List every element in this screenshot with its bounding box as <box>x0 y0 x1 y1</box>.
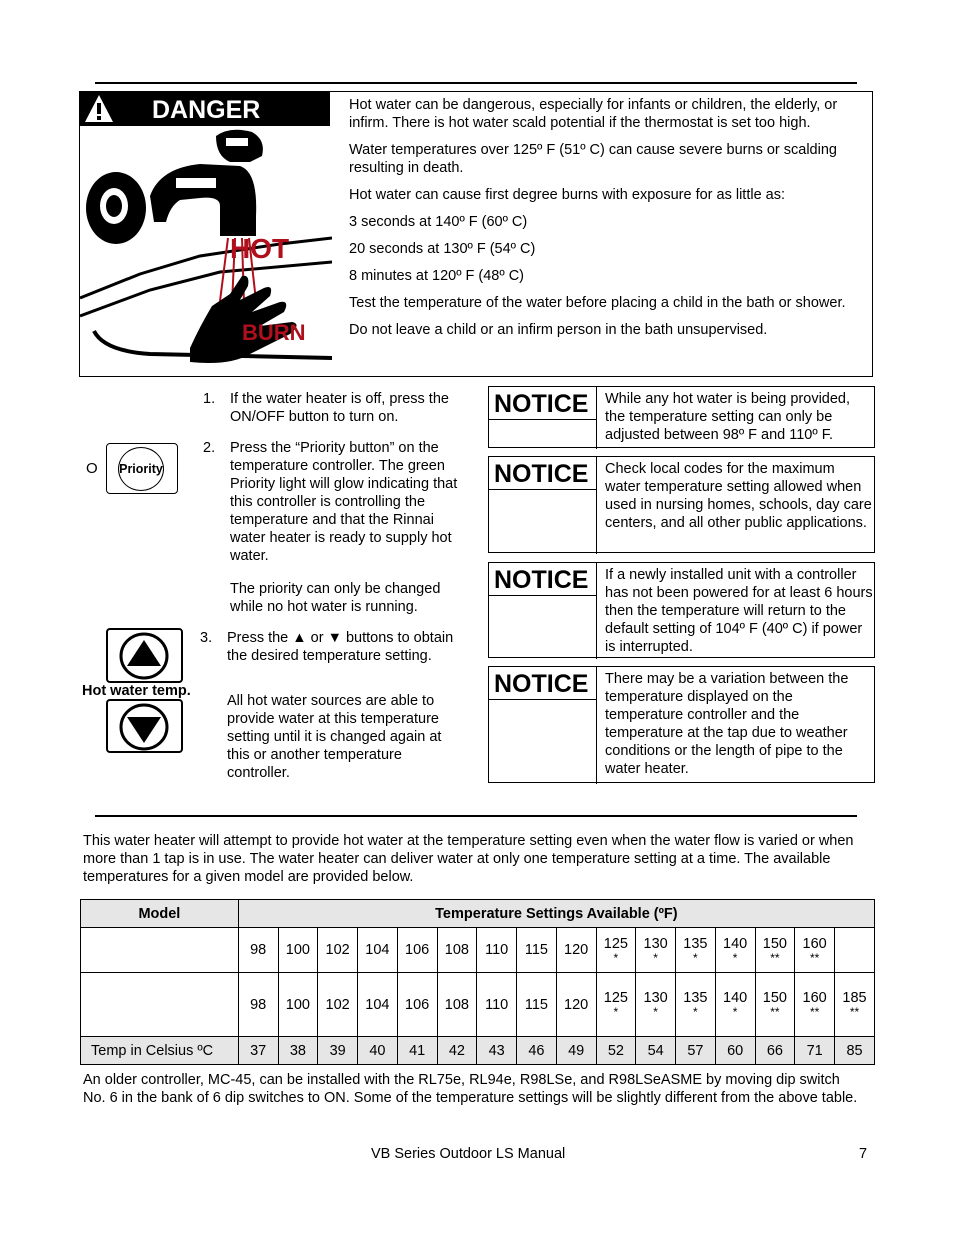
step-number: 3. <box>200 630 213 646</box>
temperature-cell <box>636 973 676 1037</box>
temperature-cell: 37 <box>238 1037 278 1065</box>
notice-box <box>488 666 875 783</box>
temperature-value: 130 <box>643 990 668 1006</box>
down-arrow-icon <box>119 703 169 751</box>
temperature-cell: 66 <box>755 1037 795 1065</box>
temperature-footnote-mark: * <box>653 950 658 965</box>
notice-text: While any hot water is being provided, the temperature setting can only be adjusted between 98º F and 110º F. <box>605 391 851 443</box>
step-text: Press the ▲ or ▼ buttons to obtain the desired temperature setting. <box>227 630 454 664</box>
temperature-cell: 43 <box>477 1037 517 1065</box>
temperature-footnote-mark: ** <box>849 1005 860 1019</box>
temperature-cell: 115 <box>517 973 557 1037</box>
temperature-cell: 102 <box>318 928 358 973</box>
danger-paragraph: 20 seconds at 130º F (54º C) <box>349 241 536 257</box>
table-row <box>81 928 875 973</box>
notice-box <box>488 386 875 448</box>
danger-paragraph: Test the temperature of the water before placing a child in the bath or shower. <box>349 295 846 311</box>
temperature-cell <box>755 973 795 1037</box>
notice-divider <box>596 387 597 449</box>
temperature-cell: 41 <box>397 1037 437 1065</box>
temperature-cell: 98 <box>238 928 278 973</box>
notice-label: NOTICE <box>494 566 589 594</box>
temperature-cell <box>596 973 636 1037</box>
intro-paragraph: This water heater will attempt to provide hot water at the temperature setting even when the water flow is varied or when more than 1 tap is in use. The water heater can deliver water at only one temperature setting at a time. The available temperatures for a given model are provided below. <box>83 833 854 885</box>
notice-label: NOTICE <box>494 670 589 698</box>
temperature-cell <box>676 973 716 1037</box>
temperature-value: 135 <box>683 935 708 952</box>
step-text: Press the “Priority button” on the temperature controller. The green Priority light will glow indicating that this controller is controlling the temperature and that the Rinnai water heater is ready to supply hot water. <box>230 440 458 564</box>
temperature-cell <box>755 928 795 973</box>
table-row <box>81 1037 875 1065</box>
hot-water-burn-illustration <box>80 126 332 376</box>
temperature-cell: 57 <box>676 1037 716 1065</box>
temperature-cell: 54 <box>636 1037 676 1065</box>
temperature-cell: 85 <box>835 1037 875 1065</box>
danger-paragraph: 8 minutes at 120º F (48º C) <box>349 268 524 284</box>
temperature-cell: 60 <box>715 1037 755 1065</box>
hot-label: HOT <box>230 233 290 264</box>
celsius-label: Temp in Celsius ºC <box>81 1037 239 1065</box>
temperature-footnote-mark: * <box>732 1005 738 1019</box>
temperature-value: 140 <box>723 990 748 1006</box>
temperature-cell: 98 <box>238 973 278 1037</box>
notice-divider <box>596 563 597 659</box>
danger-paragraph: Water temperatures over 125º F (51º C) can cause severe burns or scalding resulting in death. <box>349 142 837 176</box>
temperature-cell: 120 <box>556 973 596 1037</box>
temperature-footnote-mark: * <box>693 950 698 965</box>
temperature-cell <box>835 928 875 973</box>
danger-paragraph: Hot water can cause first degree burns with exposure for as little as: <box>349 187 786 203</box>
temperature-value: 185 <box>842 990 867 1006</box>
temperature-cell: 108 <box>437 973 477 1037</box>
notice-label: NOTICE <box>494 460 589 488</box>
temperature-value: 125 <box>603 990 628 1006</box>
header-model: Model <box>81 900 239 928</box>
priority-button[interactable] <box>106 443 178 494</box>
notice-label-box <box>489 667 597 700</box>
notice-text: There may be a variation between the temperature displayed on the temperature controller and the temperature at the tap due to weather conditions or the length of pipe to the water heater. <box>605 671 849 777</box>
notice-box <box>488 562 875 658</box>
temperature-cell <box>835 973 875 1037</box>
temperature-cell: 106 <box>397 973 437 1037</box>
footer-title: VB Series Outdoor LS Manual <box>371 1146 566 1162</box>
temperature-cell: 40 <box>358 1037 398 1065</box>
temperature-cell <box>715 928 755 973</box>
temperature-cell <box>596 928 636 973</box>
danger-paragraph: 3 seconds at 140º F (60º C) <box>349 214 528 230</box>
temperature-value: 150 <box>762 990 787 1006</box>
temperature-footnote-mark: ** <box>770 950 780 965</box>
temperature-cell: 102 <box>318 973 358 1037</box>
temperature-cell: 106 <box>397 928 437 973</box>
notice-label-box <box>489 457 597 490</box>
temperature-cell <box>715 973 755 1037</box>
temperature-cell: 39 <box>318 1037 358 1065</box>
temperature-cell <box>795 973 835 1037</box>
temperature-footnote-mark: * <box>653 1005 658 1019</box>
notice-box <box>488 456 875 553</box>
page-number: 7 <box>859 1146 868 1162</box>
temperature-cell: 100 <box>278 928 318 973</box>
notice-label-box <box>489 387 597 420</box>
danger-paragraph: Hot water can be dangerous, especially for infants or children, the elderly, or infirm. There is hot water scald potential if the thermostat is set too high. <box>349 97 838 131</box>
step-number: 1. <box>203 391 216 407</box>
temperature-footnote-mark: * <box>732 950 738 965</box>
notice-label-box <box>489 563 597 596</box>
temperature-value: 140 <box>723 935 748 952</box>
temperature-value: 160 <box>802 935 827 952</box>
temp-up-button[interactable] <box>106 628 183 683</box>
notice-divider <box>596 457 597 554</box>
temperature-cell <box>795 928 835 973</box>
step-note: All hot water sources are able to provide water at this temperature setting until it is changed again at this or another temperature controller. <box>227 693 442 781</box>
priority-indicator-light: O <box>86 460 98 477</box>
table-row <box>81 973 875 1037</box>
temperature-footnote-mark: ** <box>809 950 820 965</box>
temperature-cell: 115 <box>517 928 557 973</box>
temperature-cell: 49 <box>556 1037 596 1065</box>
model-cell <box>81 973 239 1037</box>
temperature-value: 150 <box>762 935 787 952</box>
burn-label: BURN <box>242 320 306 345</box>
priority-button-label: Priority <box>118 447 164 491</box>
model-cell <box>81 928 239 973</box>
danger-paragraph: Do not leave a child or an infirm person in the bath unsupervised. <box>349 322 768 338</box>
temperature-value: 130 <box>643 935 668 952</box>
notice-text: Check local codes for the maximum water temperature setting allowed when used in nursing homes, schools, day care centers, and all other public applications. <box>605 461 872 531</box>
temperature-cell: 110 <box>477 973 517 1037</box>
notice-divider <box>596 667 597 784</box>
temperature-cell: 100 <box>278 973 318 1037</box>
section-rule <box>95 815 857 817</box>
temperature-cell: 104 <box>358 973 398 1037</box>
temperature-footnote-mark: ** <box>770 1005 780 1019</box>
temperature-settings-table <box>80 899 875 1065</box>
temperature-cell: 110 <box>477 928 517 973</box>
temperature-value: 125 <box>603 935 628 952</box>
temperature-cell: 38 <box>278 1037 318 1065</box>
temperature-cell: 120 <box>556 928 596 973</box>
notice-text: If a newly installed unit with a controller has not been powered for at least 6 hours then the temperature will return to the default setting of 104º F (40º C) if power is interrupted. <box>605 567 873 655</box>
notice-label: NOTICE <box>494 390 589 418</box>
temperature-cell: 104 <box>358 928 398 973</box>
temperature-footnote-mark: * <box>613 950 619 965</box>
danger-text <box>349 96 871 348</box>
header-temperature-settings: Temperature Settings Available (ºF) <box>238 900 874 928</box>
temperature-cell: 108 <box>437 928 477 973</box>
temperature-cell: 71 <box>795 1037 835 1065</box>
temperature-footnote-mark: * <box>693 1005 698 1019</box>
temperature-cell: 42 <box>437 1037 477 1065</box>
temperature-cell <box>636 928 676 973</box>
top-rule <box>95 82 857 84</box>
temperature-value: 160 <box>802 990 827 1006</box>
hot-water-temp-label: Hot water temp. <box>82 683 191 699</box>
step-note: The priority can only be changed while no hot water is running. <box>230 581 441 615</box>
temperature-value: 135 <box>683 990 708 1006</box>
temperature-footnote-mark: ** <box>809 1005 820 1019</box>
controller-note: An older controller, MC-45, can be installed with the RL75e, RL94e, R98LSe, and R98LSeASME by moving dip switch No. 6 in the bank of 6 dip switches to ON. Some of the temperature settings will be slightly different from the above table. <box>83 1072 858 1106</box>
step-number: 2. <box>203 440 216 456</box>
temperature-cell: 46 <box>517 1037 557 1065</box>
up-arrow-icon <box>119 632 169 680</box>
step-text: If the water heater is off, press the ON/OFF button to turn on. <box>230 391 449 425</box>
temperature-footnote-mark: * <box>613 1005 619 1019</box>
danger-title: DANGER <box>152 96 261 124</box>
warning-icon <box>84 94 114 124</box>
temperature-cell: 52 <box>596 1037 636 1065</box>
temperature-cell <box>676 928 716 973</box>
temp-down-button[interactable] <box>106 699 183 753</box>
